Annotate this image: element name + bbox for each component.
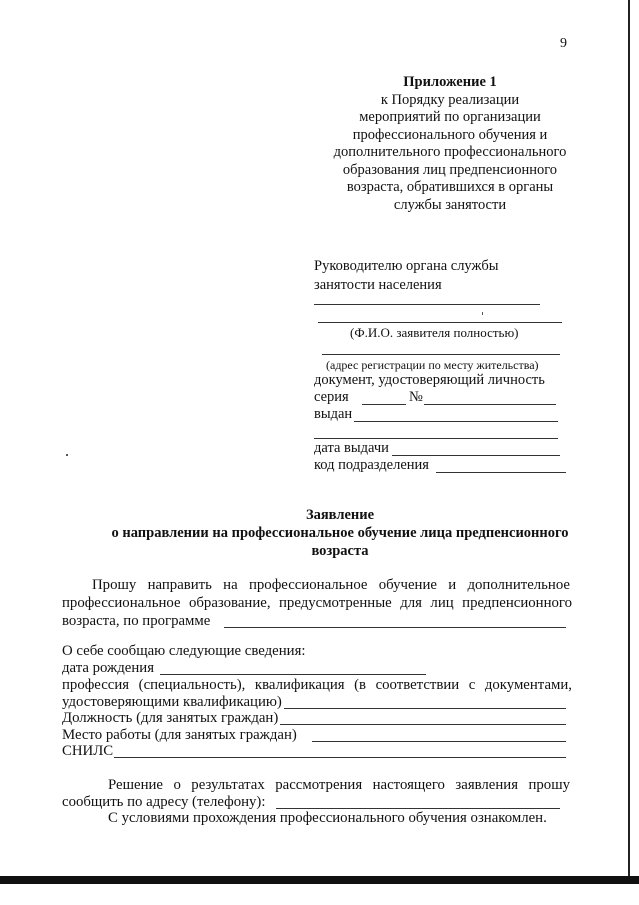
addressee-blank-line	[314, 304, 540, 305]
addressee-line-1: Руководителю органа службы	[314, 258, 499, 274]
issue-date-label: дата выдачи	[314, 440, 389, 456]
registration-blank-line	[322, 354, 560, 355]
request-line-2: профессиональное образование, предусмотренные для лиц предпенсионного	[62, 595, 572, 611]
number-label: №	[409, 389, 423, 405]
conditions-line: С условиями прохождения профессионального обучения ознакомлен.	[108, 810, 547, 826]
statement-subtitle-2: возраста	[311, 543, 369, 559]
scan-speck	[66, 454, 68, 456]
workplace-label: Место работы (для занятых граждан)	[62, 727, 297, 743]
appendix-line: возраста, обратившихся в органы	[346, 179, 554, 195]
registration-caption: (адрес регистрации по месту жительства)	[326, 358, 539, 372]
appendix-header	[300, 74, 600, 214]
addressee-line-2: занятости населения	[314, 277, 442, 293]
fio-caption: (Ф.И.О. заявителя полностью)	[350, 325, 519, 340]
appendix-line: профессионального обучения и	[352, 126, 548, 143]
statement-title: Заявление	[305, 507, 375, 523]
statement-subtitle: о направлении на профессиональное обучение лица предпенсионного	[111, 525, 569, 541]
profession-line-2: удостоверяющими квалификацию)	[62, 694, 282, 710]
appendix-line: службы занятости	[393, 196, 507, 213]
fio-blank-line	[318, 322, 562, 323]
snils-label: СНИЛС	[62, 743, 114, 759]
scan-speck	[482, 312, 483, 315]
appendix-line: к Порядку реализации	[380, 91, 520, 108]
position-label: Должность (для занятых граждан)	[62, 710, 279, 726]
scan-edge	[0, 876, 639, 884]
page-number: 9	[560, 36, 567, 51]
program-blank-line	[224, 627, 566, 628]
appendix-line: дополнительного профессионального	[333, 144, 567, 160]
number-blank-line	[424, 404, 556, 405]
profession-line-1: профессия (специальность), квалификация (в соответствии с документами,	[62, 677, 572, 693]
position-blank-line	[280, 724, 566, 725]
birth-date-blank-line	[160, 674, 426, 675]
appendix-title: Приложение 1	[403, 74, 497, 90]
issued-label: выдан	[314, 406, 353, 422]
series-label: серия	[314, 389, 349, 405]
info-intro: О себе сообщаю следующие сведения:	[62, 643, 306, 659]
decision-line-2: сообщить по адресу (телефону):	[62, 794, 266, 810]
request-line-1: Прошу направить на профессиональное обучение и дополнительное	[92, 577, 570, 593]
request-line-3: возраста, по программе	[62, 613, 211, 629]
issue-date-blank-line	[392, 455, 560, 456]
scan-edge	[628, 0, 630, 884]
decision-line-1: Решение о результатах рассмотрения настоящего заявления прошу	[108, 777, 570, 793]
issued-blank-line-2	[314, 438, 558, 439]
snils-blank-line	[114, 757, 566, 758]
appendix-line: образования лиц предпенсионного	[342, 161, 558, 178]
id-document-label: документ, удостоверяющий личность	[314, 372, 545, 388]
issued-blank-line	[354, 421, 558, 422]
birth-date-label: дата рождения	[62, 660, 155, 676]
appendix-line: мероприятий по организации	[359, 109, 541, 125]
division-code-blank-line	[436, 472, 566, 473]
series-blank-line	[362, 404, 406, 405]
division-code-label: код подразделения	[314, 457, 429, 473]
